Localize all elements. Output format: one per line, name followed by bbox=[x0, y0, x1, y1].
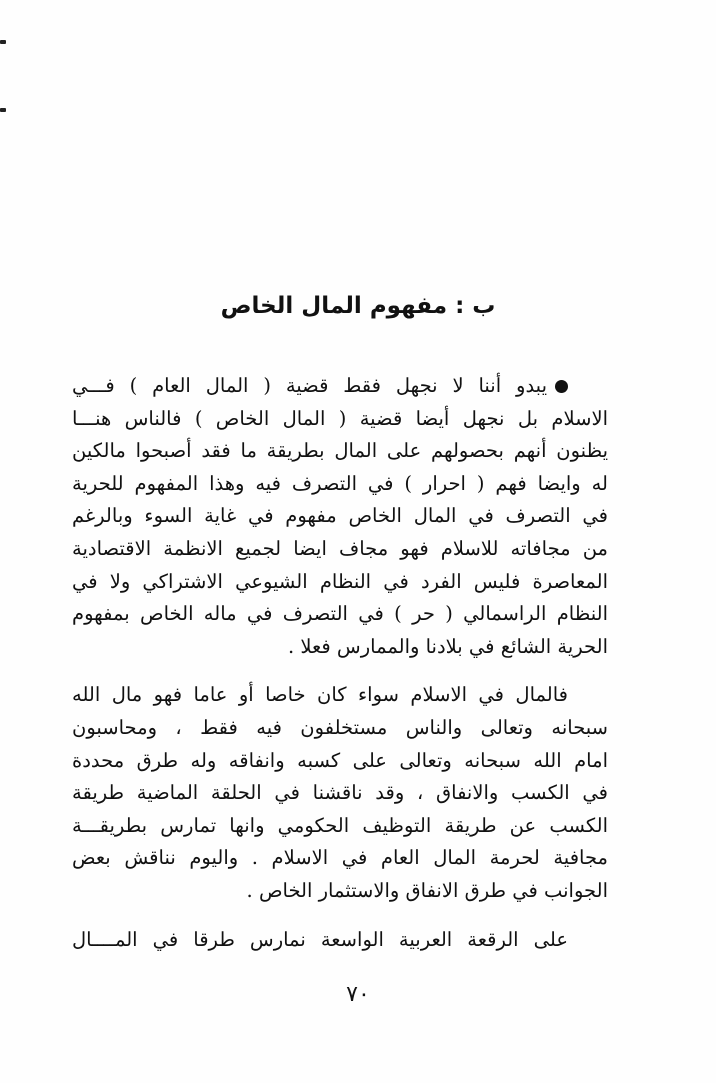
bullet-icon bbox=[555, 380, 568, 393]
text-line: الجوانب في طرق الانفاق والاستثمار الخاص . bbox=[246, 878, 608, 902]
text-line bbox=[72, 370, 608, 403]
text-line: مجافية لحرمة المال العام في الاسلام . واليوم نناقش بعض bbox=[72, 846, 608, 870]
text-line: الكسب عن طريقة التوظيف الحكومي وانها تمارس بطريقـــة bbox=[72, 813, 608, 837]
page-number: ٧٠ bbox=[346, 982, 370, 1007]
text-line: الاسلام بل نجهل أيضا قضية ( المال الخاص ) فالناس هنـــا bbox=[72, 406, 608, 430]
section-heading: ب : مفهوم المال الخاص bbox=[220, 293, 496, 319]
text-line: الحرية الشائع في بلادنا والممارس فعلا . bbox=[287, 634, 608, 658]
text-line: على الرقعة العربية الواسعة نمارس طرقا في المــــال bbox=[72, 927, 568, 951]
text-line-content: يبدو أننا لا نجهل فقط قضية ( المال العام ) فـــي bbox=[72, 374, 547, 397]
text-line: النظام الراسمالي ( حر ) في التصرف في ماله الخاص بمفهوم bbox=[72, 602, 608, 626]
text-line: في التصرف في المال الخاص مفهوم في غاية السوء وبالرغم bbox=[72, 504, 608, 528]
body-text bbox=[72, 370, 608, 956]
text-line: سبحانه وتعالى والناس مستخلفون فيه فقط ، ومحاسبون bbox=[72, 715, 608, 739]
text-line: فالمال في الاسلام سواء كان خاصا أو عاما فهو مال الله bbox=[72, 683, 568, 707]
text-line: يظنون أنهم بحصولهم على المال بطريقة ما فقد أصبحوا مالكين bbox=[72, 439, 608, 463]
paragraph-1 bbox=[72, 370, 608, 663]
text-line: له وايضا فهم ( احرار ) في التصرف فيه وهذا المفهوم للحرية bbox=[72, 471, 608, 495]
edge-mark-top bbox=[0, 40, 6, 44]
edge-mark-lower bbox=[0, 108, 6, 112]
text-line: من مجافاته للاسلام فهو مجاف ايضا لجميع الانظمة الاقتصادية bbox=[72, 536, 608, 560]
text-line: المعاصرة فليس الفرد في النظام الشيوعي الاشتراكي ولا في bbox=[72, 569, 608, 593]
text-line: امام الله سبحانه وتعالى على كسبه وانفاقه وله طرق محددة bbox=[72, 748, 608, 772]
text-line: في الكسب والانفاق ، وقد ناقشنا في الحلقة الماضية طريقة bbox=[72, 781, 608, 805]
paragraph-2 bbox=[72, 679, 608, 907]
paragraph-3 bbox=[72, 924, 608, 957]
